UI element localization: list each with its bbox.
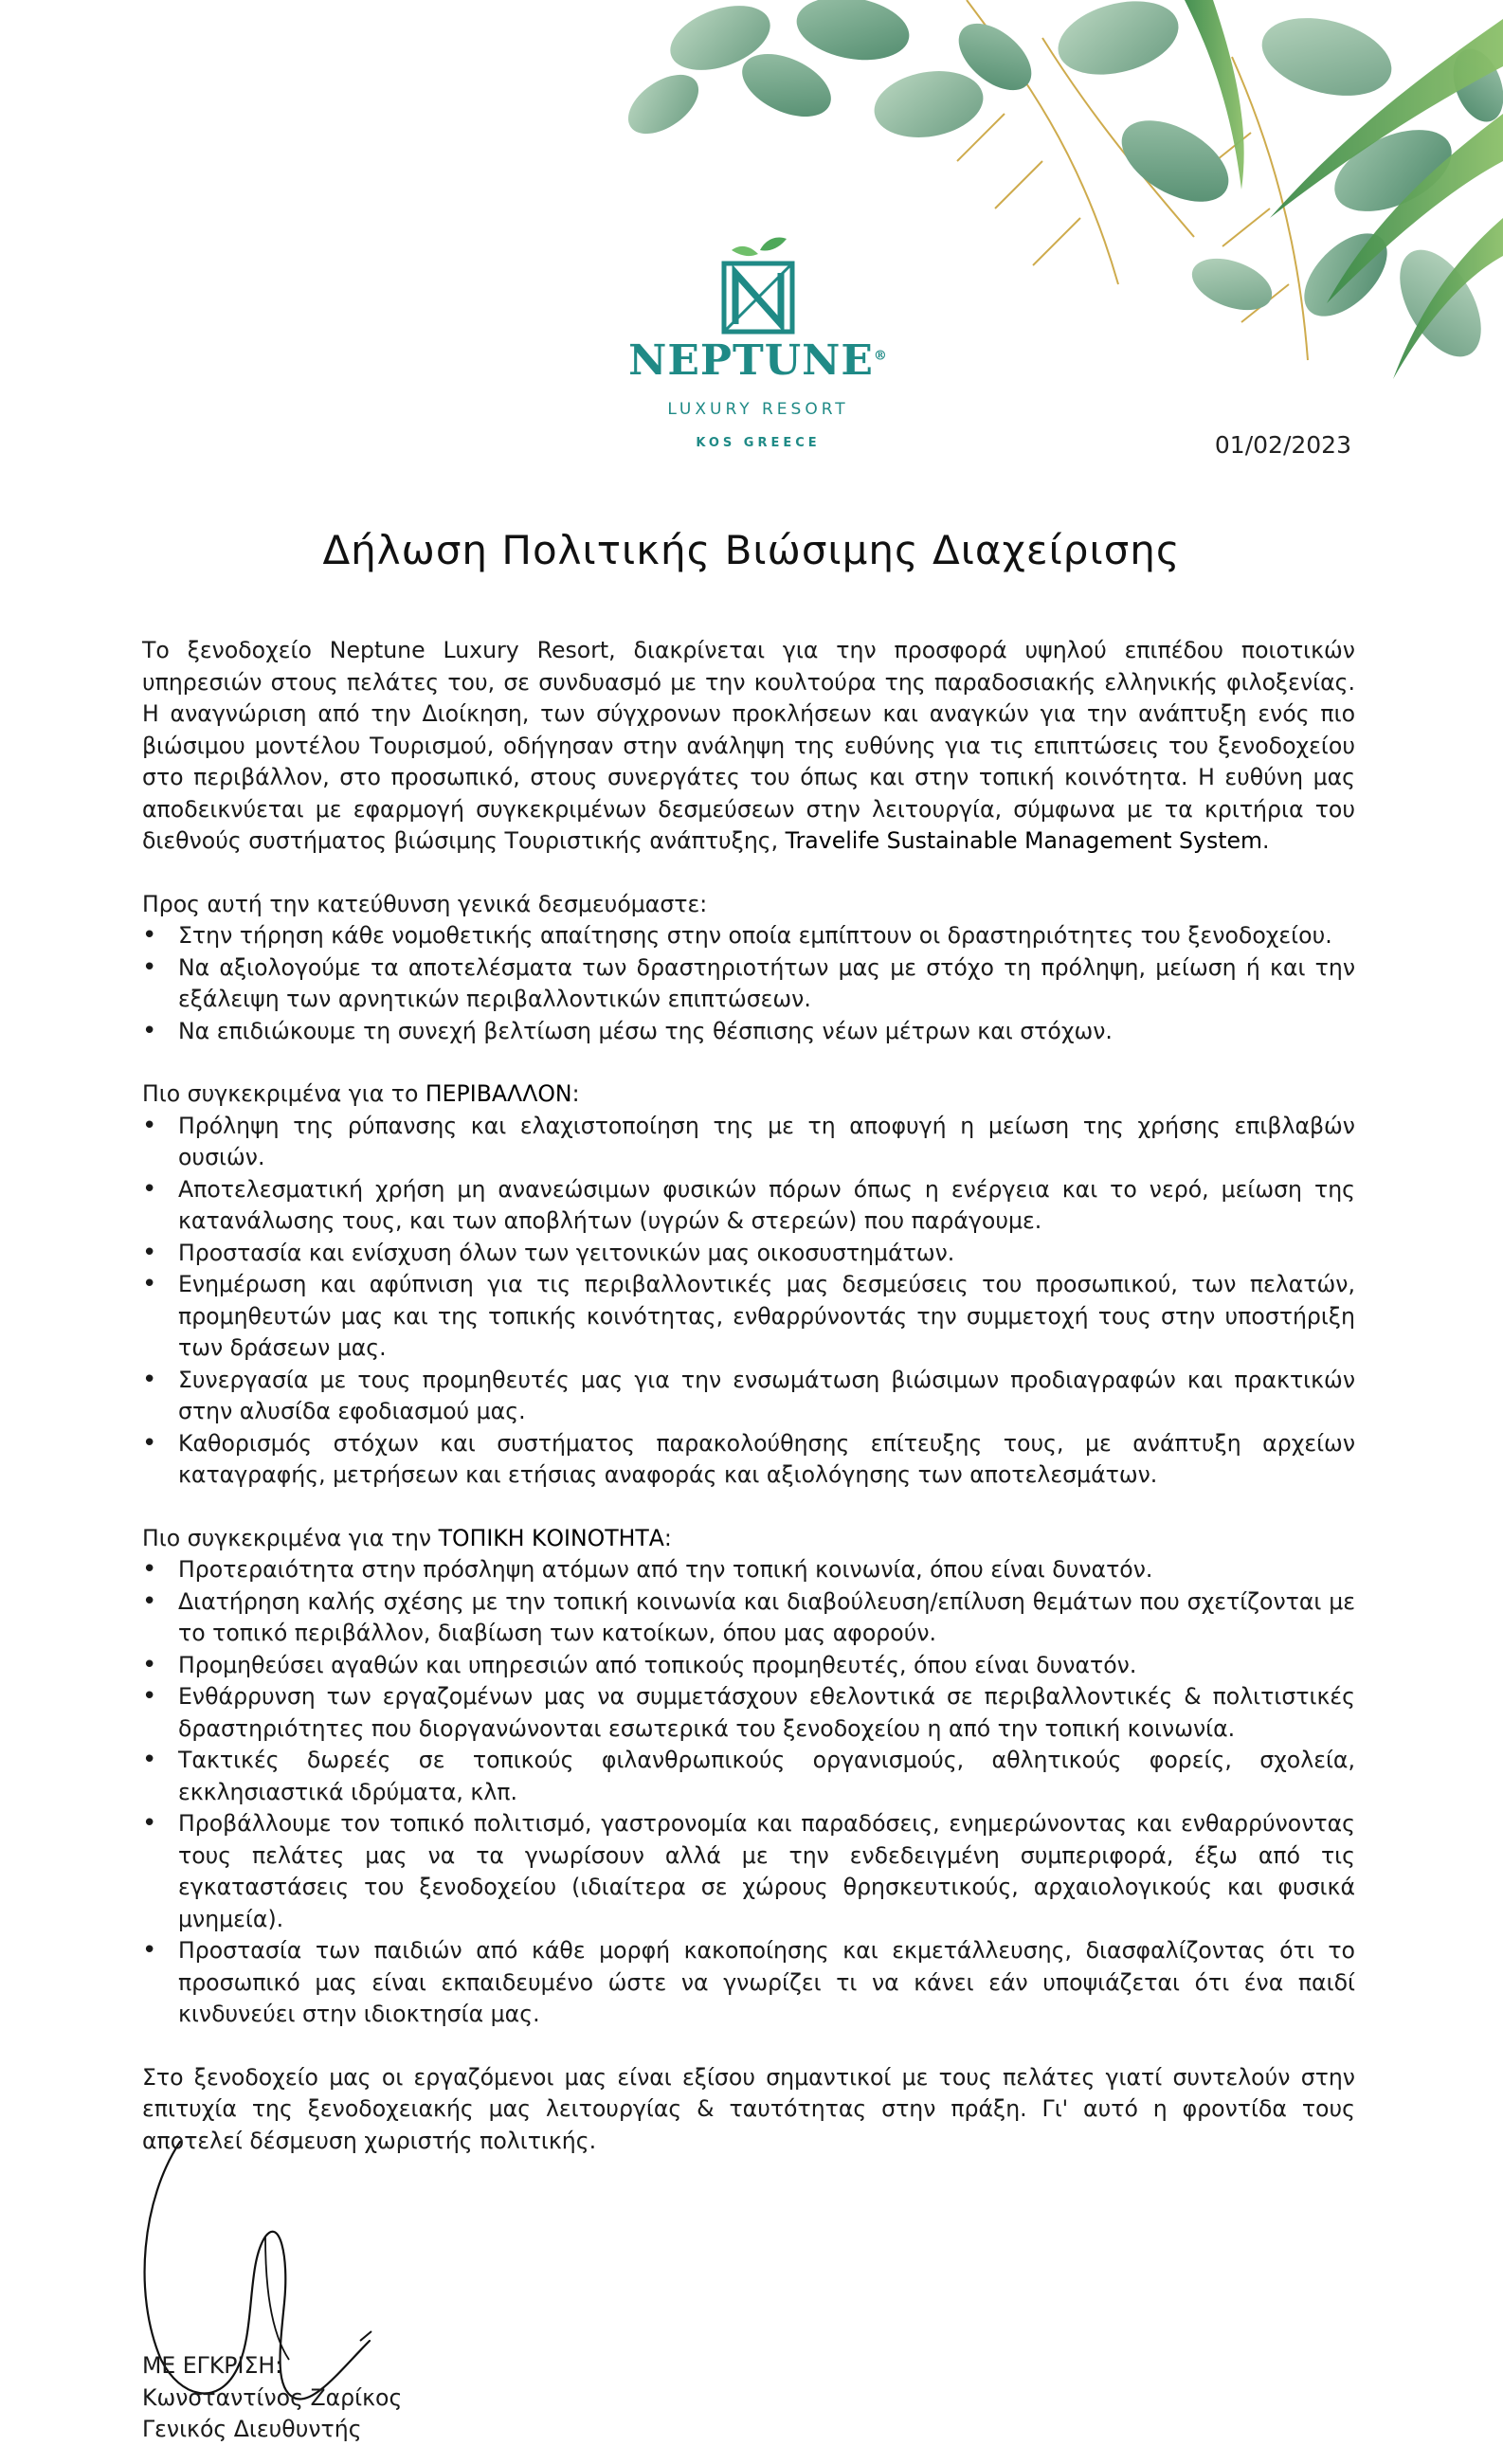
- list-item: • Ενημέρωση και αφύπνιση για τις περιβαλλοντικές μας δεσμεύσεις του προσωπικού, των πελατών, προμηθευτών μας και της τοπικής κοινότητας, ενθαρρύνοντάς την συμμετοχή τους στην υποστήριξη των δράσεων μας.: [142, 1269, 1355, 1365]
- approval-label: ΜΕ ΕΓΚΡΙΣΗ:: [142, 2352, 283, 2379]
- document-body: [142, 635, 1355, 2188]
- brand-location: KOS GREECE: [696, 436, 821, 450]
- closing-paragraph: Στο ξενοδοχείο μας οι εργαζόμενοι μας είναι εξίσου σημαντικοί με τους πελάτες γιατί συντελούν στην επιτυχία της ξενοδοχειακής μας λειτουργίας & ταυτότητας στην πράξη. Γι' αυτό η φροντίδα τους αποτελεί δέσμευση χωριστής πολιτικής.: [142, 2063, 1355, 2154]
- list-item: • Προστασία και ενίσχυση όλων των γειτονικών μας οικοσυστημάτων.: [142, 1238, 1355, 1270]
- environment-colon: :: [571, 1080, 580, 1107]
- list-item: • Τακτικές δωρεές σε τοπικούς φιλανθρωπικούς οργανισμούς, αθλητικούς φορείς, σχολεία, εκκλησιαστικά ιδρύματα, κλπ.: [142, 1745, 1355, 1808]
- community-lead-text: Πιο συγκεκριμένα για την: [142, 1524, 439, 1551]
- list-item: • Να επιδιώκουμε τη συνεχή βελτίωση μέσω της θέσπισης νέων μέτρων και στόχων.: [142, 1016, 1355, 1048]
- document-date: 01/02/2023: [1214, 431, 1351, 459]
- environment-lead-text: Πιο συγκεκριμένα για το: [142, 1080, 426, 1107]
- community-list: [142, 1554, 1355, 2031]
- list-item: • Διατήρηση καλής σχέσης με την τοπική κοινωνία και διαβούλευση/επίλυση θεμάτων που σχετίζονται με το τοπικό περιβάλλον, διαβίωση των κατοίκων, όπου μας αφορούν.: [142, 1586, 1355, 1650]
- environment-list: [142, 1111, 1355, 1492]
- list-item: • Ενθάρρυνση των εργαζομένων μας να συμμετάσχουν εθελοντικά σε περιβαλλοντικές & πολιτιστικές δραστηριότητες που διοργανώνονται εσωτερικά του ξενοδοχείου η από την τοπική κοινωνία.: [142, 1681, 1355, 1745]
- intro-end: .: [1262, 827, 1270, 854]
- community-colon: :: [663, 1524, 672, 1551]
- list-item: • Προστασία των παιδιών από κάθε μορφή κακοποίησης και εκμετάλλευσης, διασφαλίζοντας ότι το προσωπικό μας είναι εκπαιδευμένο ώστε να γνωρίζει τι να κάνει εάν υποψιάζεται ότι ένα παιδί κινδυνεύει στην ιδιοκτησία μας.: [142, 1935, 1355, 2031]
- community-keyword: ΤΟΠΙΚΗ ΚΟΙΝΟΤΗΤΑ: [438, 1524, 664, 1551]
- list-item: • Να αξιολογούμε τα αποτελέσματα των δραστηριοτήτων μας με στόχο τη πρόληψη, μείωση ή και την εξάλειψη των αρνητικών περιβαλλοντικών επιπτώσεων.: [142, 952, 1355, 1016]
- list-item: • Πρόληψη της ρύπανσης και ελαχιστοποίηση της με τη αποφυγή η μείωση της χρήσης επιβλαβών ουσιών.: [142, 1111, 1355, 1174]
- list-item: • Καθορισμός στόχων και συστήματος παρακολούθησης επίτευξης τους, με ανάπτυξη αρχείων καταγραφής, μετρήσεων και ετήσιας αναφοράς και αξιολόγησης των αποτελεσμάτων.: [142, 1428, 1355, 1492]
- intro-text: Το ξενοδοχείο Neptune Luxury Resort, διακρίνεται για την προσφορά υψηλού επιπέδου ποιοτικών υπηρεσιών στους πελάτες του, σε συνδυασμό με την κουλτούρα της παραδοσιακής ελληνικής φιλοξενίας. Η αναγνώριση από την Διοίκηση, των σύγχρονων προκλήσεων και αναγκών για την ανάπτυξη ενός πιο βιώσιμου μοντέλου Τουρισμού, οδήγησαν στην ανάληψη της ευθύνης για τις επιπτώσεις του ξενοδοχείου στο περιβάλλον, στο προσωπικό, στους συνεργάτες του όπως και στην τοπική κοινότητα. Η ευθύνη μας αποδεικνύεται με εφαρμογή συγκεκριμένων δεσμεύσεων στην λειτουργία, σύμφωνα με τα κριτήρια του διεθνούς συστήματος βιώσιμης Τουριστικής ανάπτυξης,: [142, 637, 1355, 854]
- registered-mark: ®: [873, 348, 888, 364]
- signer-role: Γενικός Διευθυντής: [142, 2416, 362, 2442]
- system-name: Travelife Sustainable Management System: [785, 827, 1263, 854]
- brand-name-text: NEPTUNE: [628, 336, 874, 385]
- brand-subtitle: LUXURY RESORT: [667, 400, 849, 419]
- signoff-block: [142, 2350, 402, 2446]
- list-item: • Προτεραιότητα στην πρόσληψη ατόμων από την τοπική κοινωνία, όπου είναι δυνατόν.: [142, 1554, 1355, 1586]
- community-lead: [142, 1523, 1355, 1555]
- environment-lead: [142, 1078, 1355, 1111]
- signer-name: Κωνσταντίνος Ζαρίκος: [142, 2383, 403, 2411]
- list-item: • Προβάλλουμε τον τοπικό πολιτισμό, γαστρονομία και παραδόσεις, ενημερώνοντας και ενθαρρύνοντας τους πελάτες μας να τα γνωρίσουν αλλά με την ενδεδειγμένη συμπεριφορά, έξω από τις εγκαταστάσεις του ξενοδοχείου (ιδιαίτερα σε χώρους θρησκευτικούς, αρχαιολογικούς και φυσικά μνημεία).: [142, 1808, 1355, 1935]
- general-commitments-list: [142, 920, 1355, 1047]
- list-item: • Προμηθεύσει αγαθών και υπηρεσιών από τοπικούς προμηθευτές, όπου είναι δυνατόν.: [142, 1650, 1355, 1682]
- list-item: • Συνεργασία με τους προμηθευτές μας για την ενσωμάτωση βιώσιμων προδιαγραφών και πρακτικών στην αλυσίδα εφοδιασμού μας.: [142, 1365, 1355, 1428]
- environment-keyword: ΠΕΡΙΒΑΛΛΟΝ: [425, 1080, 572, 1107]
- brand-name: [607, 336, 910, 385]
- general-commitments-lead: Προς αυτή την κατεύθυνση γενικά δεσμευόμαστε:: [142, 890, 708, 917]
- document-title: Δήλωση Πολιτικής Βιώσιμης Διαχείρισης: [322, 527, 1181, 573]
- list-item: • Στην τήρηση κάθε νομοθετικής απαίτησης στην οποία εμπίπτουν οι δραστηριότητες του ξενοδοχείου.: [142, 920, 1355, 952]
- list-item: • Αποτελεσματική χρήση μη ανανεώσιμων φυσικών πόρων όπως η ενέργεια και το νερό, μείωση της κατανάλωσης τους, και των αποβλήτων (υγρών & στερεών) που παράγουμε.: [142, 1174, 1355, 1238]
- intro-paragraph: [142, 635, 1355, 858]
